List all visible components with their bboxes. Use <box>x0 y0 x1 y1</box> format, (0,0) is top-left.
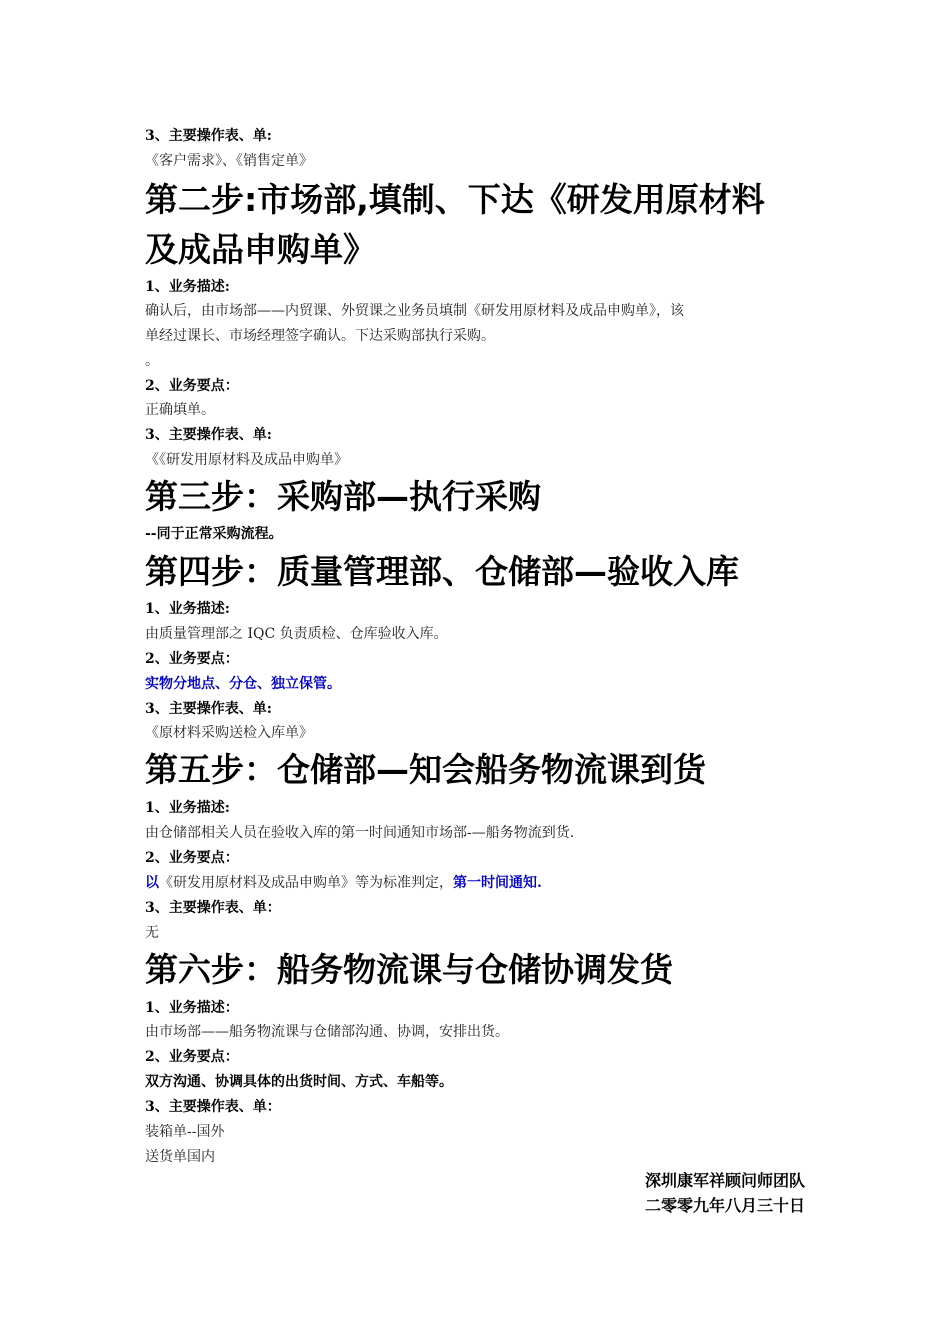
step6-heading: 第六步：船务物流课与仓储协调发货 <box>145 950 673 989</box>
step4-heading: 第四步：质量管理部、仓储部—验收入库 <box>145 552 739 591</box>
step2-forms-subheading: 3、主要操作表、单: <box>145 427 272 443</box>
step2-desc-line3: 。 <box>145 353 159 369</box>
step4-desc-text: 由质量管理部之 IQC 负责质检、仓库验收入库。 <box>145 626 448 642</box>
step4-forms-text: 《原材料采购送检入库单》 <box>145 725 313 741</box>
step3-note: --同于正常采购流程。 <box>145 526 283 542</box>
step6-forms-line1: 装箱单--国外 <box>145 1124 225 1140</box>
step2-heading-line1: 第二步:市场部,填制、下达《研发用原材料 <box>145 180 765 219</box>
step2-desc-line1: 确认后，由市场部——内贸课、外贸课之业务员填制《研发用原材料及成品申购单》，该 <box>145 303 684 319</box>
intro-forms-text: 《客户需求》、《销售定单》 <box>145 153 313 169</box>
step2-desc-line2: 单经过课长、市场经理签字确认。下达采购部执行采购。 <box>145 328 495 344</box>
step2-forms-text: 《《研发用原材料及成品申购单》 <box>145 452 348 468</box>
intro-forms-subheading: 3、主要操作表、单: <box>145 128 272 144</box>
step5-points-middle: 《研发用原材料及成品申购单》等为标准判定， <box>159 875 453 891</box>
step6-forms-line2: 送货单国内 <box>145 1149 215 1165</box>
step6-points-text: 双方沟通、协调具体的出货时间、方式、车船等。 <box>145 1074 453 1090</box>
signature-team: 深圳康军祥顾问师团队 <box>644 1171 805 1190</box>
step6-desc-text: 由市场部——船务物流课与仓储部沟通、协调，安排出货。 <box>145 1024 509 1040</box>
step6-forms-subheading: 3、主要操作表、单： <box>145 1099 281 1115</box>
step5-forms-text: 无 <box>145 925 159 941</box>
step5-points-line <box>145 874 542 892</box>
step4-forms-subheading: 3、主要操作表、单: <box>145 701 272 717</box>
step2-heading-line2: 及成品申购单》 <box>145 230 376 269</box>
step2-points-subheading: 2、业务要点： <box>145 378 239 394</box>
step2-desc-subheading: 1、业务描述: <box>145 279 230 295</box>
step4-points-text: 实物分地点、分仓、独立保管。 <box>145 676 341 692</box>
step5-forms-subheading: 3、主要操作表、单： <box>145 900 281 916</box>
step5-points-emphasis: 第一时间通知. <box>453 875 542 891</box>
step5-heading: 第五步：仓储部—知会船务物流课到货 <box>145 750 706 789</box>
step5-desc-text: 由仓储部相关人员在验收入库的第一时间通知市场部-—船务物流到货. <box>145 825 575 841</box>
step5-points-prefix: 以 <box>145 875 159 891</box>
step3-heading: 第三步：采购部—执行采购 <box>145 477 541 516</box>
step5-points-subheading: 2、业务要点： <box>145 850 239 866</box>
step6-desc-subheading: 1、业务描述： <box>145 1000 239 1016</box>
step6-points-subheading: 2、业务要点： <box>145 1049 239 1065</box>
signature-date: 二零零九年八月三十日 <box>644 1196 805 1215</box>
step4-points-subheading: 2、业务要点： <box>145 651 239 667</box>
step2-points-text: 正确填单。 <box>145 402 215 418</box>
step4-desc-subheading: 1、业务描述: <box>145 601 230 617</box>
step5-desc-subheading: 1、业务描述: <box>145 800 230 816</box>
